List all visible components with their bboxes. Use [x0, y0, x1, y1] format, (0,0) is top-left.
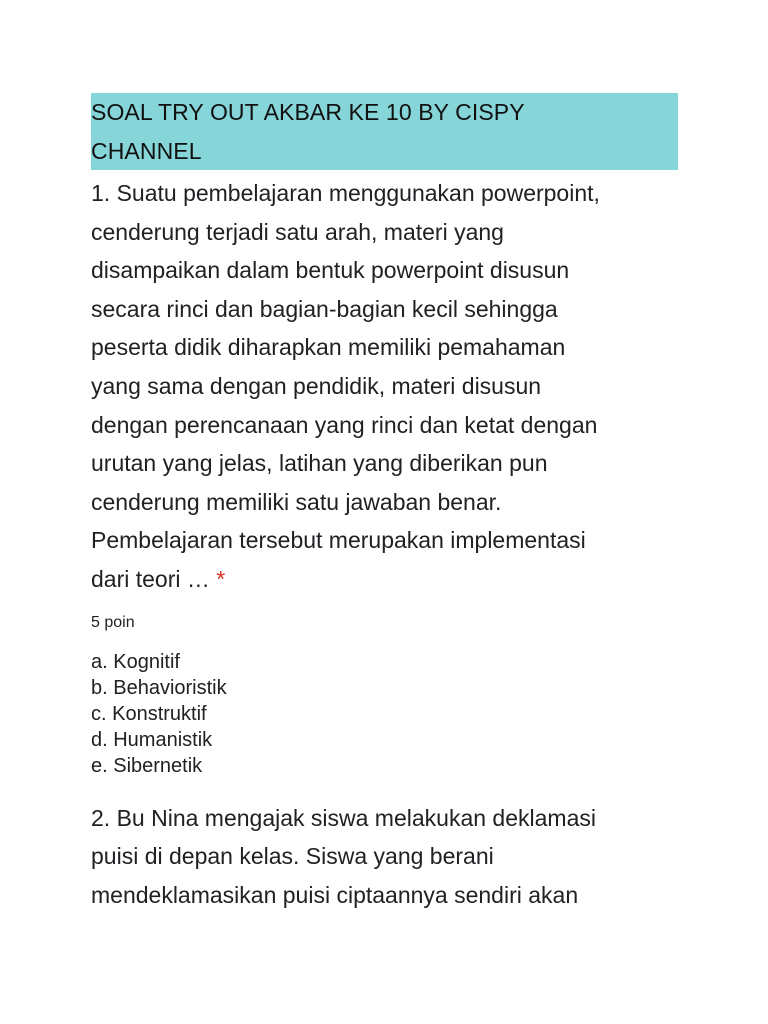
document-page [91, 93, 678, 914]
question-1-options [91, 649, 678, 780]
document-title: SOAL TRY OUT AKBAR KE 10 BY CISPY CHANNEL [91, 93, 678, 170]
option-a: a. Kognitif [91, 650, 180, 673]
option-e: e. Sibernetik [91, 755, 203, 778]
required-asterisk: * [216, 565, 226, 592]
question-1-points: 5 poin [91, 613, 135, 631]
question-2-text: 2. Bu Nina mengajak siswa melakukan deklamasi puisi di depan kelas. Siswa yang berani mendeklamasikan puisi ciptaannya sendiri akan [91, 804, 596, 908]
option-b: b. Behavioristik [91, 676, 227, 699]
option-c: c. Konstruktif [91, 702, 207, 725]
question-1 [91, 174, 678, 599]
option-d: d. Humanistik [91, 729, 213, 752]
question-1-text: 1. Suatu pembelajaran menggunakan powerpoint, cenderung terjadi satu arah, materi yang disampaikan dalam bentuk powerpoint disusun secara rinci dan bagian-bagian kecil sehingga peserta didik diharapkan memiliki pemahaman yang sama dengan pendidik, materi disusun dengan perencanaan yang rinci dan ketat dengan urutan yang jelas, latihan yang diberikan pun cenderung memiliki satu jawaban benar. Pembelajaran tersebut merupakan implementasi dari teori … [91, 180, 600, 592]
